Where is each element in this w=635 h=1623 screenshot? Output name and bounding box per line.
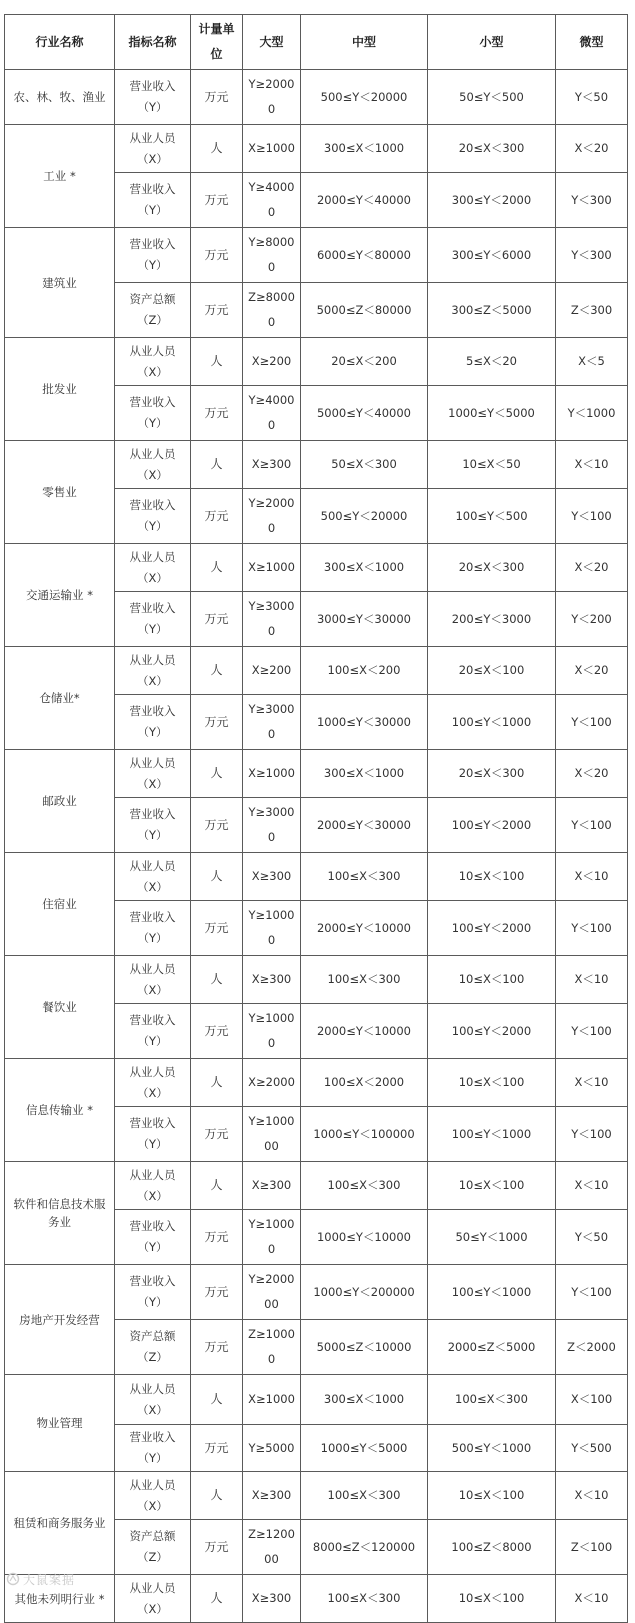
table-row: [5, 1472, 628, 1520]
micro-threshold-cell: X＜100: [556, 1375, 628, 1425]
micro-threshold-cell: X＜10: [556, 1059, 628, 1107]
industry-name-cell: 仓储业*: [5, 647, 115, 750]
medium-threshold-cell: 100≤X＜300: [301, 1472, 428, 1520]
small-threshold-cell: 100≤Y＜2000: [428, 901, 556, 956]
micro-threshold-cell: Y＜200: [556, 592, 628, 647]
header-industry: 行业名称: [5, 15, 115, 70]
small-threshold-cell: 100≤Y＜500: [428, 489, 556, 544]
large-threshold-cell: Y≥30000: [243, 592, 301, 647]
unit-cell: 人: [191, 1472, 243, 1520]
unit-cell: 万元: [191, 592, 243, 647]
unit-cell: 万元: [191, 1320, 243, 1375]
micro-threshold-cell: Z＜2000: [556, 1320, 628, 1375]
large-threshold-cell: Y≥5000: [243, 1425, 301, 1472]
large-threshold-cell: X≥300: [243, 853, 301, 901]
small-threshold-cell: 100≤Y＜2000: [428, 798, 556, 853]
table-header-row: [5, 15, 628, 70]
medium-threshold-cell: 5000≤Y＜40000: [301, 386, 428, 441]
table-row: [5, 1162, 628, 1210]
micro-threshold-cell: X＜20: [556, 544, 628, 592]
micro-threshold-cell: Y＜50: [556, 70, 628, 125]
industry-name-cell: 零售业: [5, 441, 115, 544]
unit-cell: 万元: [191, 1265, 243, 1320]
small-threshold-cell: 100≤Y＜1000: [428, 1107, 556, 1162]
industry-name-cell: 工业 *: [5, 125, 115, 228]
table-row: [5, 228, 628, 283]
metric-name-cell: 营业收入（Y）: [115, 1107, 191, 1162]
micro-threshold-cell: Y＜100: [556, 1107, 628, 1162]
small-threshold-cell: 50≤Y＜500: [428, 70, 556, 125]
metric-name-cell: 从业人员（X）: [115, 125, 191, 173]
small-threshold-cell: 20≤X＜300: [428, 125, 556, 173]
unit-cell: 万元: [191, 798, 243, 853]
small-threshold-cell: 10≤X＜100: [428, 853, 556, 901]
large-threshold-cell: X≥1000: [243, 750, 301, 798]
large-threshold-cell: Z≥120000: [243, 1520, 301, 1575]
micro-threshold-cell: X＜20: [556, 647, 628, 695]
watermark-text: 大鼠案据: [23, 1573, 76, 1587]
small-threshold-cell: 10≤X＜100: [428, 1162, 556, 1210]
medium-threshold-cell: 1000≤Y＜100000: [301, 1107, 428, 1162]
small-threshold-cell: 100≤Y＜2000: [428, 1004, 556, 1059]
medium-threshold-cell: 6000≤Y＜80000: [301, 228, 428, 283]
metric-name-cell: 资产总额（Z）: [115, 283, 191, 338]
small-threshold-cell: 10≤X＜100: [428, 1575, 556, 1623]
unit-cell: 万元: [191, 1520, 243, 1575]
industry-name-cell: 邮政业: [5, 750, 115, 853]
table-row: [5, 1575, 628, 1623]
enterprise-size-table: [4, 14, 628, 1623]
metric-name-cell: 资产总额（Z）: [115, 1320, 191, 1375]
table-body: [5, 70, 628, 1623]
micro-threshold-cell: X＜5: [556, 338, 628, 386]
watermark-logo-icon: [6, 1572, 20, 1586]
unit-cell: 人: [191, 1375, 243, 1425]
micro-threshold-cell: X＜10: [556, 1162, 628, 1210]
medium-threshold-cell: 2000≤Y＜30000: [301, 798, 428, 853]
industry-name-cell: 软件和信息技术服务业: [5, 1162, 115, 1265]
small-threshold-cell: 5≤X＜20: [428, 338, 556, 386]
small-threshold-cell: 20≤X＜300: [428, 544, 556, 592]
medium-threshold-cell: 100≤X＜200: [301, 647, 428, 695]
small-threshold-cell: 2000≤Z＜5000: [428, 1320, 556, 1375]
small-threshold-cell: 100≤X＜300: [428, 1375, 556, 1425]
medium-threshold-cell: 50≤X＜300: [301, 441, 428, 489]
micro-threshold-cell: X＜10: [556, 956, 628, 1004]
table-row: [5, 544, 628, 592]
medium-threshold-cell: 2000≤Y＜40000: [301, 173, 428, 228]
micro-threshold-cell: Z＜300: [556, 283, 628, 338]
metric-name-cell: 从业人员（X）: [115, 1575, 191, 1623]
industry-name-cell: 建筑业: [5, 228, 115, 338]
unit-cell: 人: [191, 544, 243, 592]
large-threshold-cell: X≥300: [243, 441, 301, 489]
large-threshold-cell: Y≥20000: [243, 489, 301, 544]
medium-threshold-cell: 300≤X＜1000: [301, 544, 428, 592]
watermark: [6, 1571, 75, 1588]
metric-name-cell: 营业收入（Y）: [115, 489, 191, 544]
header-unit: 计量单位: [191, 15, 243, 70]
metric-name-cell: 营业收入（Y）: [115, 1425, 191, 1472]
large-threshold-cell: X≥300: [243, 1472, 301, 1520]
medium-threshold-cell: 1000≤Y＜10000: [301, 1210, 428, 1265]
unit-cell: 万元: [191, 1107, 243, 1162]
unit-cell: 人: [191, 750, 243, 798]
industry-name-cell: 其他未列明行业 *: [5, 1575, 115, 1623]
small-threshold-cell: 500≤Y＜1000: [428, 1425, 556, 1472]
medium-threshold-cell: 5000≤Z＜80000: [301, 283, 428, 338]
metric-name-cell: 从业人员（X）: [115, 1162, 191, 1210]
large-threshold-cell: X≥2000: [243, 1059, 301, 1107]
medium-threshold-cell: 1000≤Y＜5000: [301, 1425, 428, 1472]
table-row: [5, 1375, 628, 1425]
unit-cell: 万元: [191, 283, 243, 338]
header-small: 小型: [428, 15, 556, 70]
industry-name-cell: 交通运输业 *: [5, 544, 115, 647]
unit-cell: 人: [191, 441, 243, 489]
micro-threshold-cell: Y＜1000: [556, 386, 628, 441]
unit-cell: 万元: [191, 1425, 243, 1472]
large-threshold-cell: Z≥80000: [243, 283, 301, 338]
unit-cell: 人: [191, 1162, 243, 1210]
medium-threshold-cell: 20≤X＜200: [301, 338, 428, 386]
micro-threshold-cell: Y＜500: [556, 1425, 628, 1472]
medium-threshold-cell: 2000≤Y＜10000: [301, 1004, 428, 1059]
table-row: [5, 338, 628, 386]
small-threshold-cell: 10≤X＜100: [428, 956, 556, 1004]
industry-name-cell: 农、林、牧、渔业: [5, 70, 115, 125]
metric-name-cell: 资产总额（Z）: [115, 1520, 191, 1575]
unit-cell: 人: [191, 125, 243, 173]
metric-name-cell: 营业收入（Y）: [115, 70, 191, 125]
large-threshold-cell: X≥200: [243, 338, 301, 386]
industry-name-cell: 住宿业: [5, 853, 115, 956]
table-row: [5, 750, 628, 798]
medium-threshold-cell: 100≤X＜300: [301, 956, 428, 1004]
micro-threshold-cell: X＜10: [556, 853, 628, 901]
micro-threshold-cell: X＜20: [556, 750, 628, 798]
small-threshold-cell: 1000≤Y＜5000: [428, 386, 556, 441]
micro-threshold-cell: Y＜100: [556, 695, 628, 750]
large-threshold-cell: Y≥200000: [243, 1265, 301, 1320]
small-threshold-cell: 20≤X＜300: [428, 750, 556, 798]
medium-threshold-cell: 300≤X＜1000: [301, 125, 428, 173]
header-micro: 微型: [556, 15, 628, 70]
large-threshold-cell: Y≥100000: [243, 1107, 301, 1162]
medium-threshold-cell: 2000≤Y＜10000: [301, 901, 428, 956]
unit-cell: 人: [191, 338, 243, 386]
large-threshold-cell: X≥1000: [243, 544, 301, 592]
unit-cell: 万元: [191, 386, 243, 441]
metric-name-cell: 从业人员（X）: [115, 1472, 191, 1520]
metric-name-cell: 从业人员（X）: [115, 1375, 191, 1425]
micro-threshold-cell: Y＜100: [556, 901, 628, 956]
small-threshold-cell: 100≤Y＜1000: [428, 695, 556, 750]
unit-cell: 万元: [191, 1210, 243, 1265]
metric-name-cell: 营业收入（Y）: [115, 798, 191, 853]
metric-name-cell: 营业收入（Y）: [115, 901, 191, 956]
micro-threshold-cell: X＜20: [556, 125, 628, 173]
metric-name-cell: 营业收入（Y）: [115, 695, 191, 750]
table-row: [5, 125, 628, 173]
table-row: [5, 956, 628, 1004]
medium-threshold-cell: 8000≤Z＜120000: [301, 1520, 428, 1575]
table-row: [5, 1265, 628, 1320]
micro-threshold-cell: X＜10: [556, 1575, 628, 1623]
large-threshold-cell: Y≥10000: [243, 1210, 301, 1265]
industry-name-cell: 物业管理: [5, 1375, 115, 1472]
small-threshold-cell: 100≤Z＜8000: [428, 1520, 556, 1575]
unit-cell: 人: [191, 1059, 243, 1107]
medium-threshold-cell: 500≤Y＜20000: [301, 70, 428, 125]
unit-cell: 人: [191, 647, 243, 695]
medium-threshold-cell: 500≤Y＜20000: [301, 489, 428, 544]
unit-cell: 万元: [191, 695, 243, 750]
large-threshold-cell: Y≥80000: [243, 228, 301, 283]
unit-cell: 万元: [191, 228, 243, 283]
micro-threshold-cell: Y＜300: [556, 228, 628, 283]
table-row: [5, 441, 628, 489]
medium-threshold-cell: 300≤X＜1000: [301, 1375, 428, 1425]
header-metric: 指标名称: [115, 15, 191, 70]
header-large: 大型: [243, 15, 301, 70]
small-threshold-cell: 300≤Y＜2000: [428, 173, 556, 228]
micro-threshold-cell: Y＜100: [556, 1265, 628, 1320]
metric-name-cell: 营业收入（Y）: [115, 386, 191, 441]
large-threshold-cell: X≥1000: [243, 125, 301, 173]
micro-threshold-cell: X＜10: [556, 1472, 628, 1520]
industry-name-cell: 房地产开发经营: [5, 1265, 115, 1375]
unit-cell: 万元: [191, 70, 243, 125]
header-medium: 中型: [301, 15, 428, 70]
small-threshold-cell: 50≤Y＜1000: [428, 1210, 556, 1265]
small-threshold-cell: 300≤Y＜6000: [428, 228, 556, 283]
medium-threshold-cell: 100≤X＜300: [301, 1162, 428, 1210]
unit-cell: 万元: [191, 901, 243, 956]
medium-threshold-cell: 100≤X＜300: [301, 853, 428, 901]
metric-name-cell: 营业收入（Y）: [115, 1210, 191, 1265]
micro-threshold-cell: Y＜300: [556, 173, 628, 228]
large-threshold-cell: X≥300: [243, 956, 301, 1004]
industry-name-cell: 餐饮业: [5, 956, 115, 1059]
large-threshold-cell: Y≥40000: [243, 386, 301, 441]
large-threshold-cell: Y≥10000: [243, 1004, 301, 1059]
metric-name-cell: 从业人员（X）: [115, 750, 191, 798]
large-threshold-cell: X≥1000: [243, 1375, 301, 1425]
metric-name-cell: 从业人员（X）: [115, 853, 191, 901]
metric-name-cell: 从业人员（X）: [115, 441, 191, 489]
micro-threshold-cell: Y＜100: [556, 489, 628, 544]
unit-cell: 人: [191, 853, 243, 901]
large-threshold-cell: X≥200: [243, 647, 301, 695]
table-row: [5, 1059, 628, 1107]
micro-threshold-cell: Y＜100: [556, 798, 628, 853]
unit-cell: 人: [191, 956, 243, 1004]
metric-name-cell: 营业收入（Y）: [115, 1004, 191, 1059]
metric-name-cell: 从业人员（X）: [115, 338, 191, 386]
micro-threshold-cell: Z＜100: [556, 1520, 628, 1575]
metric-name-cell: 营业收入（Y）: [115, 228, 191, 283]
large-threshold-cell: Y≥10000: [243, 901, 301, 956]
small-threshold-cell: 20≤X＜100: [428, 647, 556, 695]
medium-threshold-cell: 1000≤Y＜200000: [301, 1265, 428, 1320]
micro-threshold-cell: X＜10: [556, 441, 628, 489]
medium-threshold-cell: 5000≤Z＜10000: [301, 1320, 428, 1375]
large-threshold-cell: Y≥20000: [243, 70, 301, 125]
unit-cell: 万元: [191, 173, 243, 228]
small-threshold-cell: 100≤Y＜1000: [428, 1265, 556, 1320]
small-threshold-cell: 10≤X＜100: [428, 1472, 556, 1520]
large-threshold-cell: Y≥40000: [243, 173, 301, 228]
large-threshold-cell: X≥300: [243, 1162, 301, 1210]
metric-name-cell: 从业人员（X）: [115, 956, 191, 1004]
small-threshold-cell: 300≤Z＜5000: [428, 283, 556, 338]
industry-name-cell: 信息传输业 *: [5, 1059, 115, 1162]
large-threshold-cell: Z≥10000: [243, 1320, 301, 1375]
micro-threshold-cell: Y＜50: [556, 1210, 628, 1265]
medium-threshold-cell: 1000≤Y＜30000: [301, 695, 428, 750]
small-threshold-cell: 10≤X＜50: [428, 441, 556, 489]
small-threshold-cell: 10≤X＜100: [428, 1059, 556, 1107]
medium-threshold-cell: 300≤X＜1000: [301, 750, 428, 798]
industry-name-cell: 批发业: [5, 338, 115, 441]
table-row: [5, 647, 628, 695]
table-row: [5, 70, 628, 125]
medium-threshold-cell: 100≤X＜300: [301, 1575, 428, 1623]
metric-name-cell: 营业收入（Y）: [115, 173, 191, 228]
metric-name-cell: 营业收入（Y）: [115, 592, 191, 647]
medium-threshold-cell: 100≤X＜2000: [301, 1059, 428, 1107]
unit-cell: 万元: [191, 1004, 243, 1059]
medium-threshold-cell: 3000≤Y＜30000: [301, 592, 428, 647]
small-threshold-cell: 200≤Y＜3000: [428, 592, 556, 647]
industry-name-cell: 租赁和商务服务业: [5, 1472, 115, 1575]
large-threshold-cell: X≥300: [243, 1575, 301, 1623]
table-row: [5, 853, 628, 901]
micro-threshold-cell: Y＜100: [556, 1004, 628, 1059]
metric-name-cell: 从业人员（X）: [115, 647, 191, 695]
metric-name-cell: 营业收入（Y）: [115, 1265, 191, 1320]
large-threshold-cell: Y≥30000: [243, 798, 301, 853]
large-threshold-cell: Y≥30000: [243, 695, 301, 750]
metric-name-cell: 从业人员（X）: [115, 544, 191, 592]
unit-cell: 人: [191, 1575, 243, 1623]
unit-cell: 万元: [191, 489, 243, 544]
metric-name-cell: 从业人员（X）: [115, 1059, 191, 1107]
